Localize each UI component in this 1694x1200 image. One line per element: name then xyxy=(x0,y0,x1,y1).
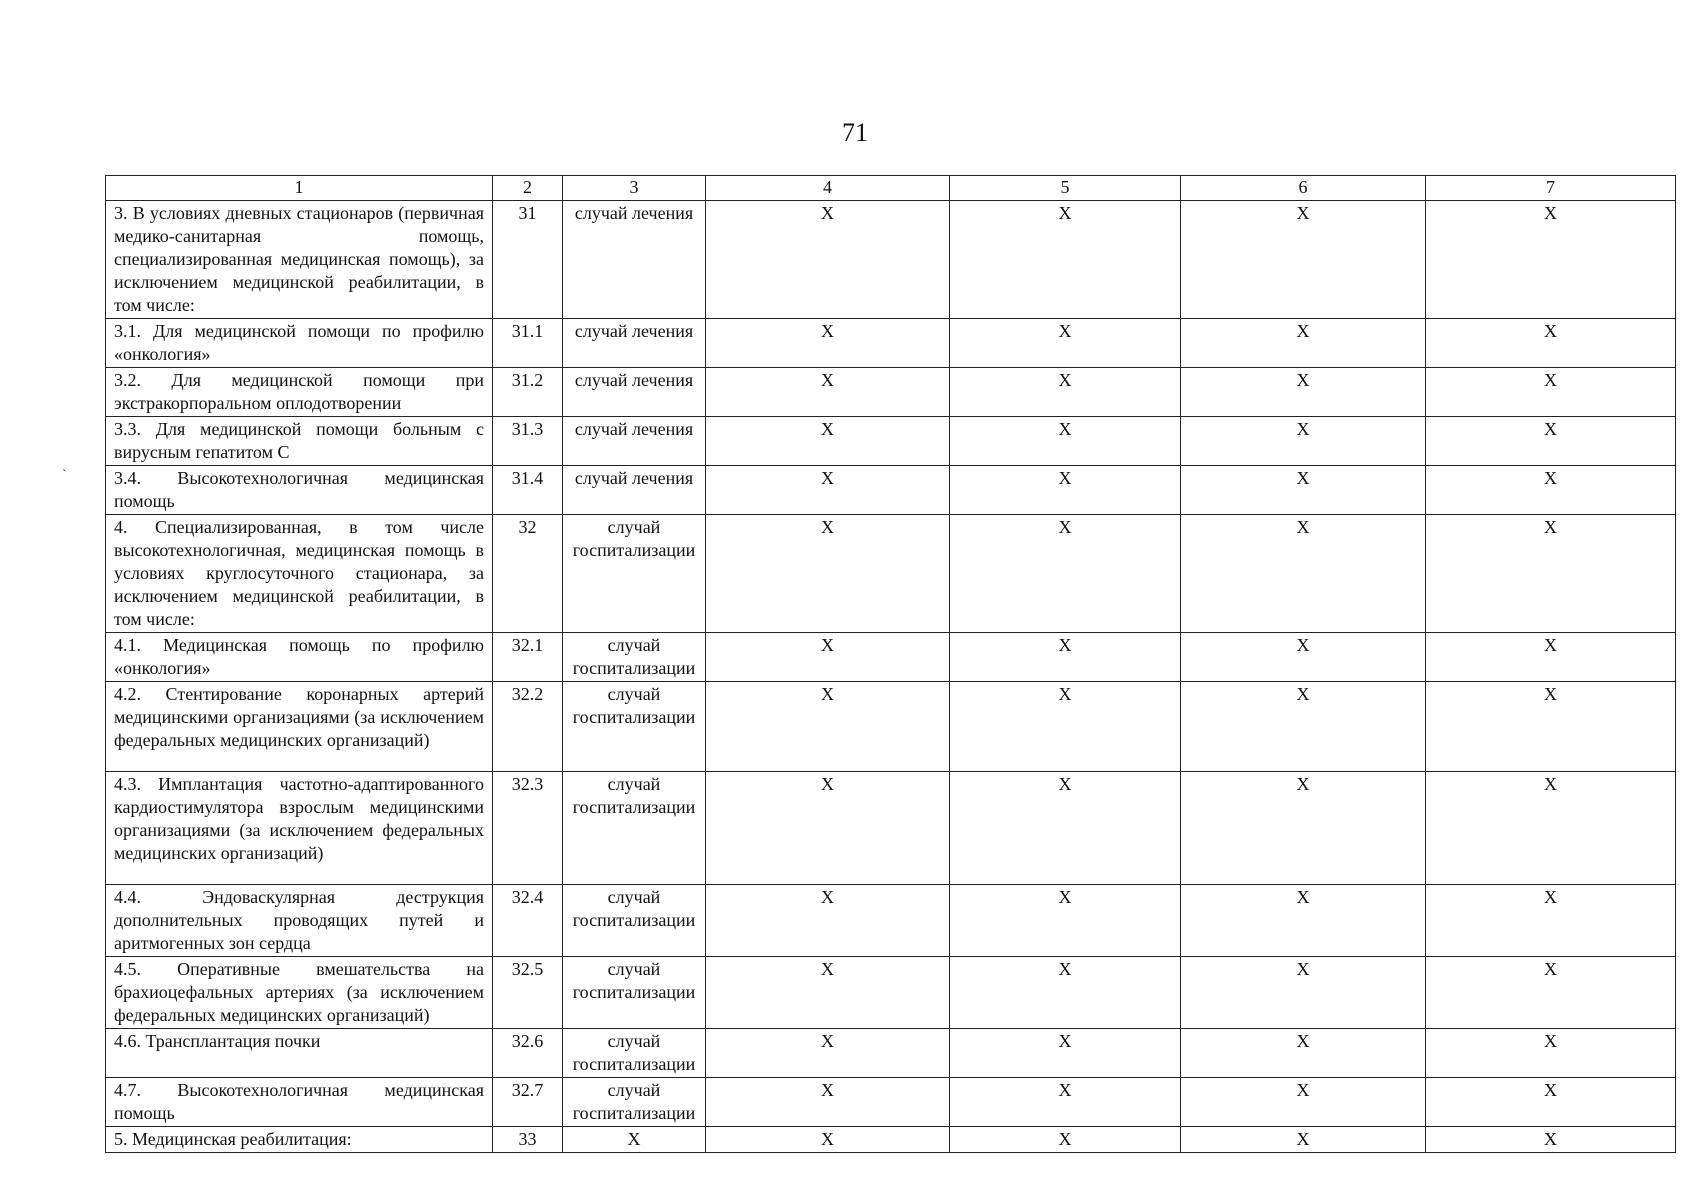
row-col-4-value: X xyxy=(706,957,950,1029)
row-unit: случай лечения xyxy=(563,368,706,417)
row-description: 4.6. Трансплантация почки xyxy=(106,1029,493,1078)
row-col-7-value: X xyxy=(1426,957,1676,1029)
stray-mark: ` xyxy=(62,468,67,483)
row-description: 4.1. Медицинская помощь по профилю «онкология» xyxy=(106,633,493,682)
row-code: 31 xyxy=(493,201,563,319)
row-col-7-value: X xyxy=(1426,633,1676,682)
row-description: 4.7. Высокотехнологичная медицинская помощь xyxy=(106,1078,493,1127)
row-col-4-value: X xyxy=(706,319,950,368)
row-description: 3.1. Для медицинской помощи по профилю «онкология» xyxy=(106,319,493,368)
page-number: 71 xyxy=(842,118,868,147)
row-col-6-value: X xyxy=(1181,201,1426,319)
row-description: 5. Медицинская реабилитация: xyxy=(106,1127,493,1153)
row-col-4-value: X xyxy=(706,466,950,515)
table-row xyxy=(106,1029,1676,1078)
row-col-7-value: X xyxy=(1426,1029,1676,1078)
row-col-4-value: X xyxy=(706,633,950,682)
table-row xyxy=(106,957,1676,1029)
table-row xyxy=(106,319,1676,368)
col-header-6: 6 xyxy=(1181,176,1426,201)
row-unit: случай лечения xyxy=(563,417,706,466)
row-unit: случай лечения xyxy=(563,319,706,368)
row-col-5-value: X xyxy=(950,633,1181,682)
row-unit: случай госпитализации xyxy=(563,633,706,682)
row-col-6-value: X xyxy=(1181,368,1426,417)
row-col-6-value: X xyxy=(1181,772,1426,885)
row-col-6-value: X xyxy=(1181,957,1426,1029)
row-description: 3.3. Для медицинской помощи больным с вирусным гепатитом С xyxy=(106,417,493,466)
row-col-7-value: X xyxy=(1426,417,1676,466)
row-col-6-value: X xyxy=(1181,417,1426,466)
row-unit: случай госпитализации xyxy=(563,682,706,772)
table-body xyxy=(106,201,1676,1153)
header-row xyxy=(106,176,1676,201)
row-code: 33 xyxy=(493,1127,563,1153)
row-col-5-value: X xyxy=(950,1078,1181,1127)
row-col-4-value: X xyxy=(706,682,950,772)
row-code: 32.4 xyxy=(493,885,563,957)
row-unit: X xyxy=(563,1127,706,1153)
row-col-6-value: X xyxy=(1181,1078,1426,1127)
row-col-5-value: X xyxy=(950,319,1181,368)
row-col-4-value: X xyxy=(706,417,950,466)
row-col-5-value: X xyxy=(950,682,1181,772)
row-col-7-value: X xyxy=(1426,682,1676,772)
row-unit: случай госпитализации xyxy=(563,1078,706,1127)
table-row xyxy=(106,772,1676,885)
row-col-7-value: X xyxy=(1426,368,1676,417)
row-col-6-value: X xyxy=(1181,466,1426,515)
row-col-5-value: X xyxy=(950,957,1181,1029)
col-header-2: 2 xyxy=(493,176,563,201)
row-code: 32.5 xyxy=(493,957,563,1029)
row-description: 3.4. Высокотехнологичная медицинская помощь xyxy=(106,466,493,515)
col-header-3: 3 xyxy=(563,176,706,201)
row-col-7-value: X xyxy=(1426,515,1676,633)
row-code: 32.1 xyxy=(493,633,563,682)
table-row xyxy=(106,515,1676,633)
row-description: 3.2. Для медицинской помощи при экстракорпоральном оплодотворении xyxy=(106,368,493,417)
col-header-5: 5 xyxy=(950,176,1181,201)
row-col-4-value: X xyxy=(706,368,950,417)
row-col-5-value: X xyxy=(950,515,1181,633)
col-header-7: 7 xyxy=(1426,176,1676,201)
row-col-4-value: X xyxy=(706,1078,950,1127)
row-code: 32 xyxy=(493,515,563,633)
row-col-7-value: X xyxy=(1426,1127,1676,1153)
row-unit: случай госпитализации xyxy=(563,957,706,1029)
row-description: 4.4. Эндоваскулярная деструкция дополнительных проводящих путей и аритмогенных зон сердца xyxy=(106,885,493,957)
row-col-6-value: X xyxy=(1181,633,1426,682)
table-row xyxy=(106,682,1676,772)
row-unit: случай лечения xyxy=(563,201,706,319)
row-col-5-value: X xyxy=(950,417,1181,466)
row-col-6-value: X xyxy=(1181,515,1426,633)
row-unit: случай госпитализации xyxy=(563,515,706,633)
row-code: 32.6 xyxy=(493,1029,563,1078)
row-col-4-value: X xyxy=(706,201,950,319)
table-row xyxy=(106,885,1676,957)
row-col-4-value: X xyxy=(706,772,950,885)
col-header-1: 1 xyxy=(106,176,493,201)
row-col-7-value: X xyxy=(1426,201,1676,319)
row-code: 31.2 xyxy=(493,368,563,417)
table-row xyxy=(106,417,1676,466)
row-code: 32.3 xyxy=(493,772,563,885)
row-col-5-value: X xyxy=(950,201,1181,319)
row-description: 4.2. Стентирование коронарных артерий медицинскими организациями (за исключением федеральных медицинских организаций) xyxy=(106,682,493,772)
row-unit: случай госпитализации xyxy=(563,772,706,885)
data-table xyxy=(105,175,1676,1153)
table-row xyxy=(106,201,1676,319)
row-col-5-value: X xyxy=(950,885,1181,957)
row-col-6-value: X xyxy=(1181,1127,1426,1153)
row-col-5-value: X xyxy=(950,772,1181,885)
row-unit: случай госпитализации xyxy=(563,1029,706,1078)
row-col-5-value: X xyxy=(950,1127,1181,1153)
row-code: 31.1 xyxy=(493,319,563,368)
row-code: 32.2 xyxy=(493,682,563,772)
row-col-7-value: X xyxy=(1426,772,1676,885)
row-description: 4.3. Имплантация частотно-адаптированного кардиостимулятора взрослым медицинскими организациями (за исключением федеральных медицинских организаций) xyxy=(106,772,493,885)
table-row xyxy=(106,633,1676,682)
row-col-6-value: X xyxy=(1181,682,1426,772)
row-col-6-value: X xyxy=(1181,319,1426,368)
row-unit: случай лечения xyxy=(563,466,706,515)
row-col-7-value: X xyxy=(1426,319,1676,368)
table-row xyxy=(106,368,1676,417)
col-header-4: 4 xyxy=(706,176,950,201)
row-col-5-value: X xyxy=(950,1029,1181,1078)
table-row xyxy=(106,1127,1676,1153)
table-row xyxy=(106,466,1676,515)
row-code: 32.7 xyxy=(493,1078,563,1127)
row-col-4-value: X xyxy=(706,515,950,633)
row-col-4-value: X xyxy=(706,1127,950,1153)
row-col-5-value: X xyxy=(950,466,1181,515)
row-col-7-value: X xyxy=(1426,1078,1676,1127)
row-col-4-value: X xyxy=(706,1029,950,1078)
row-col-5-value: X xyxy=(950,368,1181,417)
row-col-7-value: X xyxy=(1426,885,1676,957)
table-row xyxy=(106,1078,1676,1127)
row-col-6-value: X xyxy=(1181,1029,1426,1078)
row-description: 4. Специализированная, в том числе высокотехнологичная, медицинская помощь в условиях круглосуточного стационара, за исключением медицинской реабилитации, в том числе: xyxy=(106,515,493,633)
row-col-6-value: X xyxy=(1181,885,1426,957)
row-code: 31.3 xyxy=(493,417,563,466)
row-unit: случай госпитализации xyxy=(563,885,706,957)
row-col-7-value: X xyxy=(1426,466,1676,515)
row-code: 31.4 xyxy=(493,466,563,515)
row-col-4-value: X xyxy=(706,885,950,957)
row-description: 3. В условиях дневных стационаров (первичная медико-санитарная помощь, специализированная медицинская помощь), за исключением медицинской реабилитации, в том числе: xyxy=(106,201,493,319)
row-description: 4.5. Оперативные вмешательства на брахиоцефальных артериях (за исключением федеральных медицинских организаций) xyxy=(106,957,493,1029)
